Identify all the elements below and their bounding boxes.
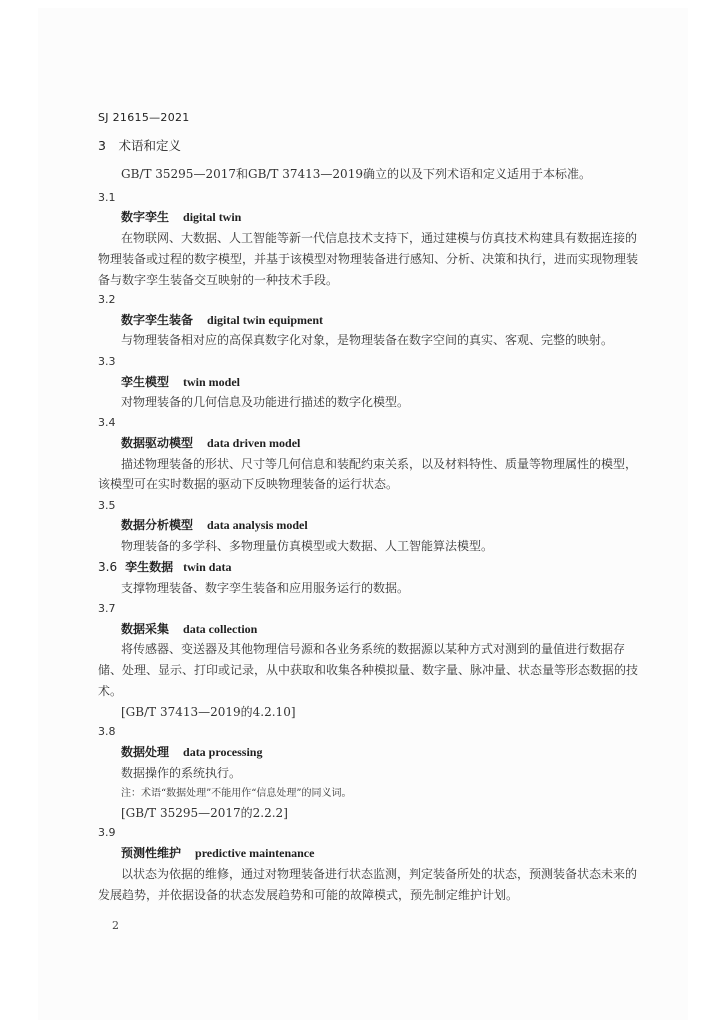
definition-line: 储、处理、显示、打印或记录，从中获取和收集各种模拟量、数字量、脉冲量、状态量等形态数据的技: [98, 663, 639, 677]
definition-line: 该模型可在实时数据的驱动下反映物理装备的运行状态。: [98, 477, 399, 491]
definition-line: 发展趋势，并依据设备的状态发展趋势和可能的故障模式，预先制定维护计划。: [98, 888, 519, 902]
definition-line: 以状态为依据的维修，通过对物理装备进行状态监测，判定装备所处的状态，预测装备状态未来的: [121, 867, 638, 881]
definition-line: 术。: [98, 684, 123, 698]
reference: [GB/T 37413—2019的4.2.10]: [121, 705, 296, 719]
definition-line: 与物理装备相对应的高保真数字化对象，是物理装备在数字空间的真实、客观、完整的映射。: [121, 333, 614, 347]
definition-line: 对物理装备的几何信息及功能进行描述的数字化模型。: [121, 395, 410, 409]
term-heading: [121, 845, 314, 861]
term-number: 3.8: [98, 725, 116, 738]
term-en: data processing: [183, 745, 263, 759]
definition-line: 备与数字孪生装备交互映射的一种技术手段。: [98, 273, 339, 287]
definition-line: 将传感器、变送器及其他物理信号源和各业务系统的数据源以某种方式对测到的量值进行数据存: [121, 642, 626, 656]
term-cn: 数据分析模型: [121, 518, 194, 532]
section-title: 3 术语和定义: [98, 138, 181, 153]
reference: [GB/T 35295—2017的2.2.2]: [121, 806, 288, 820]
term-en: digital twin: [183, 210, 242, 224]
term-cn: 数字孪生: [121, 210, 170, 224]
term-cn: 数字孪生装备: [121, 313, 194, 327]
definition-line: 描述物理装备的形状、尺寸等几何信息和装配约束关系，以及材料特性、质量等物理属性的模型，: [121, 457, 638, 471]
note: 注：术语“数据处理”不能用作“信息处理”的同义词。: [121, 788, 352, 799]
term-number: 3.3: [98, 355, 116, 368]
term-heading: [121, 312, 323, 328]
term-en: data analysis model: [207, 518, 308, 532]
term-cn: 预测性维护: [121, 846, 182, 860]
term-number: 3.4: [98, 416, 116, 429]
definition-line: 支撑物理装备、数字孪生装备和应用服务运行的数据。: [121, 581, 410, 595]
term-en: twin data: [183, 560, 232, 574]
term-en: digital twin equipment: [207, 313, 324, 327]
term-number: 3.6: [98, 560, 118, 574]
term-cn: 孪生模型: [121, 375, 170, 389]
term-heading-inline: [98, 559, 231, 575]
term-cn: 数据采集: [121, 622, 170, 636]
definition-line: 物理装备的多学科、多物理量仿真模型或大数据、人工智能算法模型。: [121, 539, 494, 553]
term-number: 3.9: [98, 826, 116, 839]
term-heading: [121, 621, 257, 637]
term-en: data driven model: [207, 436, 301, 450]
term-heading: [121, 517, 308, 533]
term-en: data collection: [183, 622, 258, 636]
term-heading: [121, 744, 262, 760]
term-number: 3.1: [98, 191, 116, 204]
term-number: 3.2: [98, 293, 116, 306]
section-intro: GB/T 35295—2017和GB/T 37413—2019确立的以及下列术语和定义适用于本标准。: [121, 167, 591, 181]
term-number: 3.7: [98, 602, 116, 615]
term-en: twin model: [183, 375, 241, 389]
term-cn: 数据处理: [121, 745, 170, 759]
page-number: 2: [112, 919, 119, 932]
term-en: predictive maintenance: [195, 846, 315, 860]
term-cn: 孪生数据: [125, 560, 174, 574]
document-header: SJ 21615—2021: [98, 111, 190, 124]
definition-line: 数据操作的系统执行。: [121, 766, 242, 780]
term-heading: [121, 435, 300, 451]
term-number: 3.5: [98, 499, 116, 512]
term-heading: [121, 374, 240, 390]
definition-line: 物理装备或过程的数字模型，并基于该模型对物理装备进行感知、分析、决策和执行，进而实现物理装: [98, 252, 639, 266]
term-cn: 数据驱动模型: [121, 436, 194, 450]
definition-line: 在物联网、大数据、人工智能等新一代信息技术支持下，通过建模与仿真技术构建具有数据连接的: [121, 231, 638, 245]
term-heading: [121, 209, 241, 225]
